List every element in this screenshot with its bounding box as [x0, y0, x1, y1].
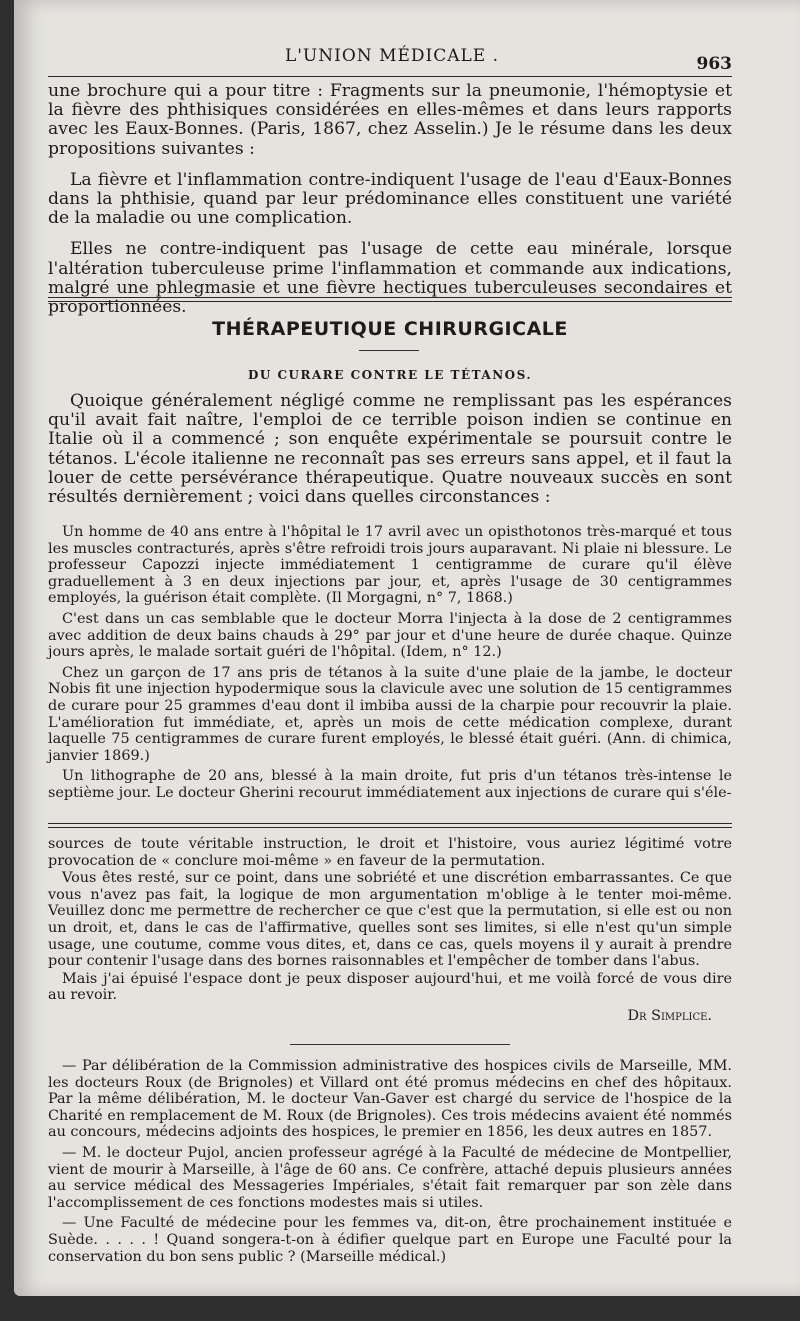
intro-paragraph: La fièvre et l'inflammation contre-indiquent l'usage de l'eau d'Eaux-Bonnes dans la phthisie, quand par leur prédominance elles constituent une variété de la maladie ou une complication.	[48, 169, 732, 229]
article-lead	[48, 392, 732, 507]
feuilleton-paragraph: Mais j'ai épuisé l'espace dont je peux disposer aujourd'hui, et me voilà forcé de vous dire au revoir.	[48, 970, 732, 1004]
feuilleton-divider	[48, 823, 732, 828]
feuilleton-paragraph: Vous êtes resté, sur ce point, dans une sobriété et une discrétion embarrassantes. Ce que vous n'avez pas fait, la logique de mon argumentation m'oblige à le tenter moi-même. Veuillez donc me permettre de rechercher ce que c'est que la permutation, si elle est ou non un droit, et, dans le cas de l'affirmative, quelles sont ses limites, si elle n'est qu'un simple usage, une coutume, comme vous dites, et, dans ce cas, quels moyens il y aurait à prendre pour contenir l'usage dans des bornes raisonnables et l'empêcher de tomber dans l'abus.	[48, 870, 732, 970]
page-number: 963	[696, 54, 732, 74]
news-rule	[290, 1044, 510, 1045]
case-paragraph: Un lithographe de 20 ans, blessé à la main droite, fut pris d'un tétanos très-intense le septième jour. Le docteur Gherini recourut immédiatement aux injections de curare qui s'éle-	[48, 768, 732, 801]
news-item: — M. le docteur Pujol, ancien professeur agrégé à la Faculté de médecine de Montpellier, vient de mourir à Marseille, à l'âge de 60 ans. Ce confrère, attaché depuis plusieurs années au service médical des Messageries Impériales, s'était fait remarquer par son zèle dans l'accomplissement de ces fonctions modestes mais si utiles.	[48, 1144, 732, 1211]
feuilleton-paragraph: sources de toute véritable instruction, le droit et l'histoire, vous auriez légitimé votre provocation de « conclure moi-même » en faveur de la permutation.	[48, 836, 732, 869]
title-rule	[359, 350, 419, 351]
intro-block	[48, 82, 732, 317]
running-title: L'UNION MÉDICALE .	[284, 46, 500, 66]
section-divider	[48, 297, 732, 302]
intro-paragraph: une brochure qui a pour titre : Fragments sur la pneumonie, l'hémoptysie et la fièvre des phthisiques considérées en elles-mêmes et dans leurs rapports avec les Eaux-Bonnes. (Paris, 1867, chez Asselin.) Je le résume dans les deux propositions suivantes :	[48, 81, 732, 159]
signature: Dr Simplice.	[627, 1007, 712, 1024]
case-paragraph: Un homme de 40 ans entre à l'hôpital le 17 avril avec un opisthotonos très-marqué et tous les muscles contracturés, après s'être refroidi trois jours auparavant. Ni plaie ni blessure. Le professeur Capozzi injecte immédiatement 1 centigramme de curare qu'il élève graduellement à 3 en deux injections par jour, et, après l'usage de 30 centigrammes employés, la guérison était complète. (Il Morgagni, n° 7, 1868.)	[48, 524, 732, 607]
intro-paragraph: Elles ne contre-indiquent pas l'usage de cette eau minérale, lorsque l'altération tuberculeuse prime l'inflammation et commande aux indications, malgré une phlegmasie et une fièvre hectiques tuberculeuses secondaires et proportionnées.	[48, 239, 732, 318]
section-title: THÉRAPEUTIQUE CHIRURGICALE	[212, 318, 568, 340]
news-item: — Par délibération de la Commission administrative des hospices civils de Marseille, MM. les docteurs Roux (de Brignoles) et Villard ont été promus médecins en chef des hôpitaux. Par la même délibération, M. le docteur Van-Gaver est chargé du service de l'hospice de la Charité en remplacement de M. Roux (de Brignoles). Ces trois médecins avaient été nommés au concours, médecins adjoints des hospices, le premier en 1856, les deux autres en 1857.	[48, 1058, 732, 1141]
article-subtitle: DU CURARE CONTRE LE TÉTANOS.	[247, 368, 533, 382]
feuilleton-block	[48, 836, 732, 1025]
case-paragraph: C'est dans un cas semblable que le docteur Morra l'injecta à la dose de 2 centigrammes avec addition de deux bains chauds à 29° par jour et d'une heure de durée chaque. Quinze jours après, le malade sortait guéri de l'hôpital. (Idem, n° 12.)	[48, 610, 732, 661]
news-item: — Une Faculté de médecine pour les femmes va, dit-on, être prochainement instituée e Suède. . . . . ! Quand songera-t-on à édifier quelque part en Europe une Faculté pour la conservation du bon sens public ? (Marseille médical.)	[48, 1215, 732, 1265]
news-block	[48, 1058, 732, 1265]
case-paragraph: Chez un garçon de 17 ans pris de tétanos à la suite d'une plaie de la jambe, le docteur Nobis fit une injection hypodermique sous la clavicule avec une solution de 15 centigrammes de curare pour 25 grammes d'eau dont il imbiba aussi de la charpie pour recouvrir la plaie. L'amélioration fut immédiate, et, après un mois de cette médication complexe, durant laquelle 75 centigrammes de curare furent employés, le blessé était guéri. (Ann. di chimica, janvier 1869.)	[48, 664, 732, 764]
lead-paragraph: Quoique généralement négligé comme ne remplissant pas les espérances qu'il avait fait naître, l'emploi de ce terrible poison indien se continue en Italie où il a commencé ; son enquête expérimentale se poursuit contre le tétanos. L'école italienne ne reconnaît pas ses erreurs sans appel, et il faut la louer de cette persévérance thérapeutique. Quatre nouveaux succès en sont résultés dernièrement ; voici dans quelles circonstances :	[48, 391, 732, 508]
header-rule	[48, 76, 732, 77]
case-reports	[48, 524, 732, 802]
page-header	[48, 44, 736, 74]
